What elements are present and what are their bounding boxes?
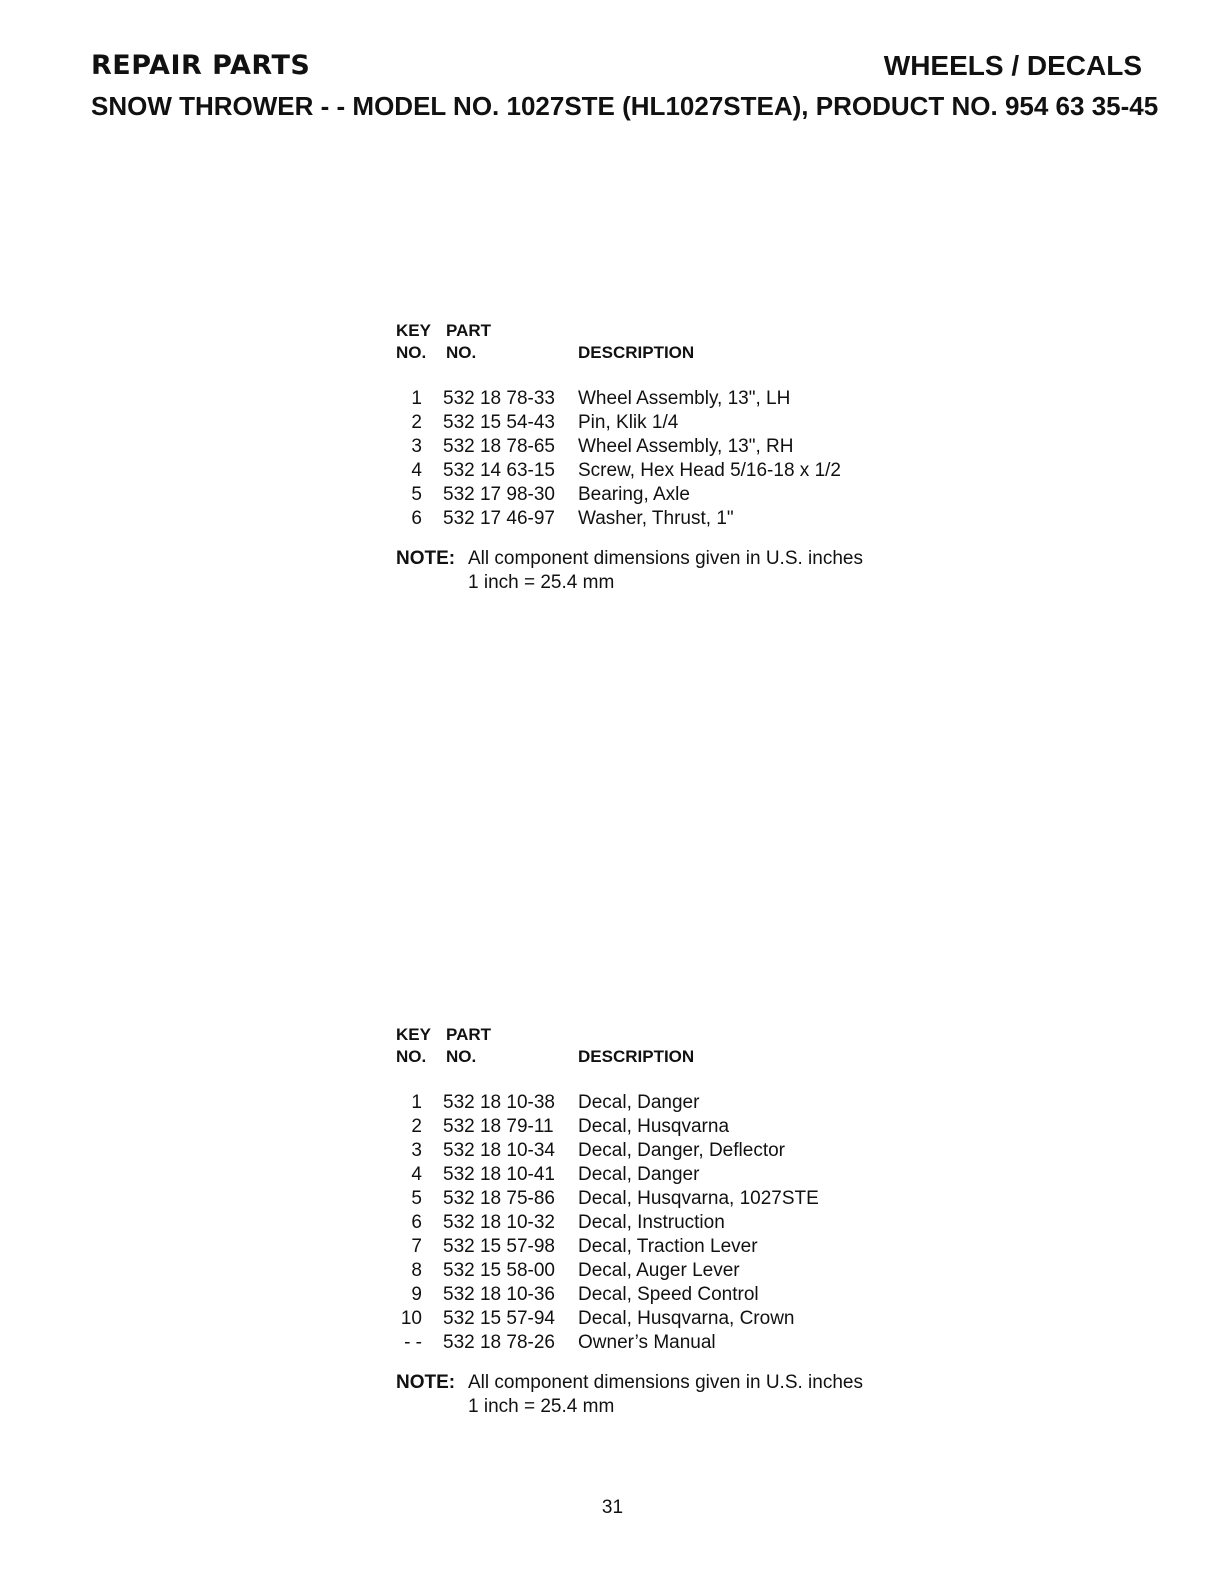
description-header: DESCRIPTION <box>578 343 695 362</box>
table-row <box>396 411 996 435</box>
key-no: - - <box>404 1332 422 1353</box>
key-header-line2: NO. <box>396 1047 427 1066</box>
description: Wheel Assembly, 13", RH <box>578 436 794 457</box>
page-subtitle: SNOW THROWER - - MODEL NO. 1027STE (HL1027STEA), PRODUCT NO. 954 63 35-45 <box>91 91 1159 121</box>
part-no: 532 18 78-26 <box>443 1332 555 1353</box>
key-no: 6 <box>411 1212 422 1233</box>
part-header-line2: NO. <box>446 1047 477 1066</box>
key-no: 4 <box>411 1164 422 1185</box>
note-line2: 1 inch = 25.4 mm <box>468 572 615 593</box>
description: Decal, Husqvarna, Crown <box>578 1308 795 1329</box>
page-number: 31 <box>601 1497 624 1518</box>
part-no: 532 14 63-15 <box>443 460 555 481</box>
part-no: 532 15 57-94 <box>443 1308 555 1329</box>
part-header-line1: PART <box>446 1025 492 1044</box>
table-row <box>396 1115 996 1139</box>
table-row <box>396 1163 996 1187</box>
table-row <box>396 483 996 507</box>
part-no: 532 18 10-36 <box>443 1284 555 1305</box>
description: Washer, Thrust, 1" <box>578 508 734 529</box>
part-header-line1: PART <box>446 321 492 340</box>
part-no: 532 18 79-11 <box>443 1116 554 1137</box>
decals-rows <box>396 1091 996 1355</box>
table-row <box>396 1307 996 1331</box>
key-no: 3 <box>411 1140 422 1161</box>
description: Decal, Danger <box>578 1092 700 1113</box>
header-right: WHEELS / DECALS <box>883 50 1142 81</box>
table-row <box>396 387 996 411</box>
header-left: REPAIR PARTS <box>91 50 311 81</box>
description: Decal, Auger Lever <box>578 1260 740 1281</box>
part-no: 532 18 75-86 <box>443 1188 555 1209</box>
table-row <box>396 1091 996 1115</box>
description: Pin, Klik 1/4 <box>578 412 679 433</box>
key-no: 7 <box>411 1236 422 1257</box>
key-no: 2 <box>411 1116 422 1137</box>
description: Wheel Assembly, 13", LH <box>578 388 791 409</box>
part-no: 532 18 10-38 <box>443 1092 555 1113</box>
table-row <box>396 1211 996 1235</box>
description: Decal, Husqvarna <box>578 1116 730 1137</box>
key-no: 1 <box>411 388 422 409</box>
description: Owner’s Manual <box>578 1332 716 1353</box>
table-row <box>396 1139 996 1163</box>
table-row <box>396 435 996 459</box>
description: Decal, Danger, Deflector <box>578 1140 785 1161</box>
wheels-rows <box>396 387 996 531</box>
column-headers <box>396 321 996 367</box>
description: Bearing, Axle <box>578 484 690 505</box>
key-no: 2 <box>411 412 422 433</box>
note-line1: All component dimensions given in U.S. inches <box>468 1372 863 1393</box>
table-row <box>396 459 996 483</box>
key-no: 9 <box>411 1284 422 1305</box>
description: Decal, Traction Lever <box>578 1236 758 1257</box>
part-no: 532 15 58-00 <box>443 1260 555 1281</box>
part-no: 532 17 98-30 <box>443 484 555 505</box>
key-header-line2: NO. <box>396 343 427 362</box>
part-header-line2: NO. <box>446 343 477 362</box>
table-row <box>396 1187 996 1211</box>
description: Decal, Danger <box>578 1164 700 1185</box>
note-line1: All component dimensions given in U.S. inches <box>468 548 863 569</box>
note-label: NOTE: <box>396 1372 456 1393</box>
dimension-note <box>396 1371 996 1419</box>
part-no: 532 15 54-43 <box>443 412 555 433</box>
key-no: 6 <box>411 508 422 529</box>
description-header: DESCRIPTION <box>578 1047 695 1066</box>
key-header-line1: KEY <box>396 1025 431 1044</box>
decals-parts-list <box>396 1025 996 1419</box>
key-no: 3 <box>411 436 422 457</box>
column-headers <box>396 1025 996 1071</box>
key-no: 5 <box>411 1188 422 1209</box>
part-no: 532 18 10-32 <box>443 1212 555 1233</box>
key-no: 4 <box>411 460 422 481</box>
key-no: 5 <box>411 484 422 505</box>
dimension-note <box>396 547 996 595</box>
key-no: 10 <box>400 1308 422 1329</box>
description: Screw, Hex Head 5/16-18 x 1/2 <box>578 460 841 481</box>
part-no: 532 18 10-41 <box>443 1164 555 1185</box>
note-line2: 1 inch = 25.4 mm <box>468 1396 615 1417</box>
table-row <box>396 1235 996 1259</box>
table-row <box>396 1283 996 1307</box>
part-no: 532 18 78-33 <box>443 388 555 409</box>
part-no: 532 17 46-97 <box>443 508 555 529</box>
part-no: 532 18 10-34 <box>443 1140 555 1161</box>
table-row <box>396 1331 996 1355</box>
table-row <box>396 1259 996 1283</box>
note-label: NOTE: <box>396 548 456 569</box>
part-no: 532 15 57-98 <box>443 1236 555 1257</box>
description: Decal, Speed Control <box>578 1284 759 1305</box>
key-no: 1 <box>411 1092 422 1113</box>
table-row <box>396 507 996 531</box>
key-no: 8 <box>411 1260 422 1281</box>
wheels-parts-list <box>396 321 996 595</box>
description: Decal, Husqvarna, 1027STE <box>578 1188 819 1209</box>
key-header-line1: KEY <box>396 321 431 340</box>
description: Decal, Instruction <box>578 1212 725 1233</box>
part-no: 532 18 78-65 <box>443 436 555 457</box>
